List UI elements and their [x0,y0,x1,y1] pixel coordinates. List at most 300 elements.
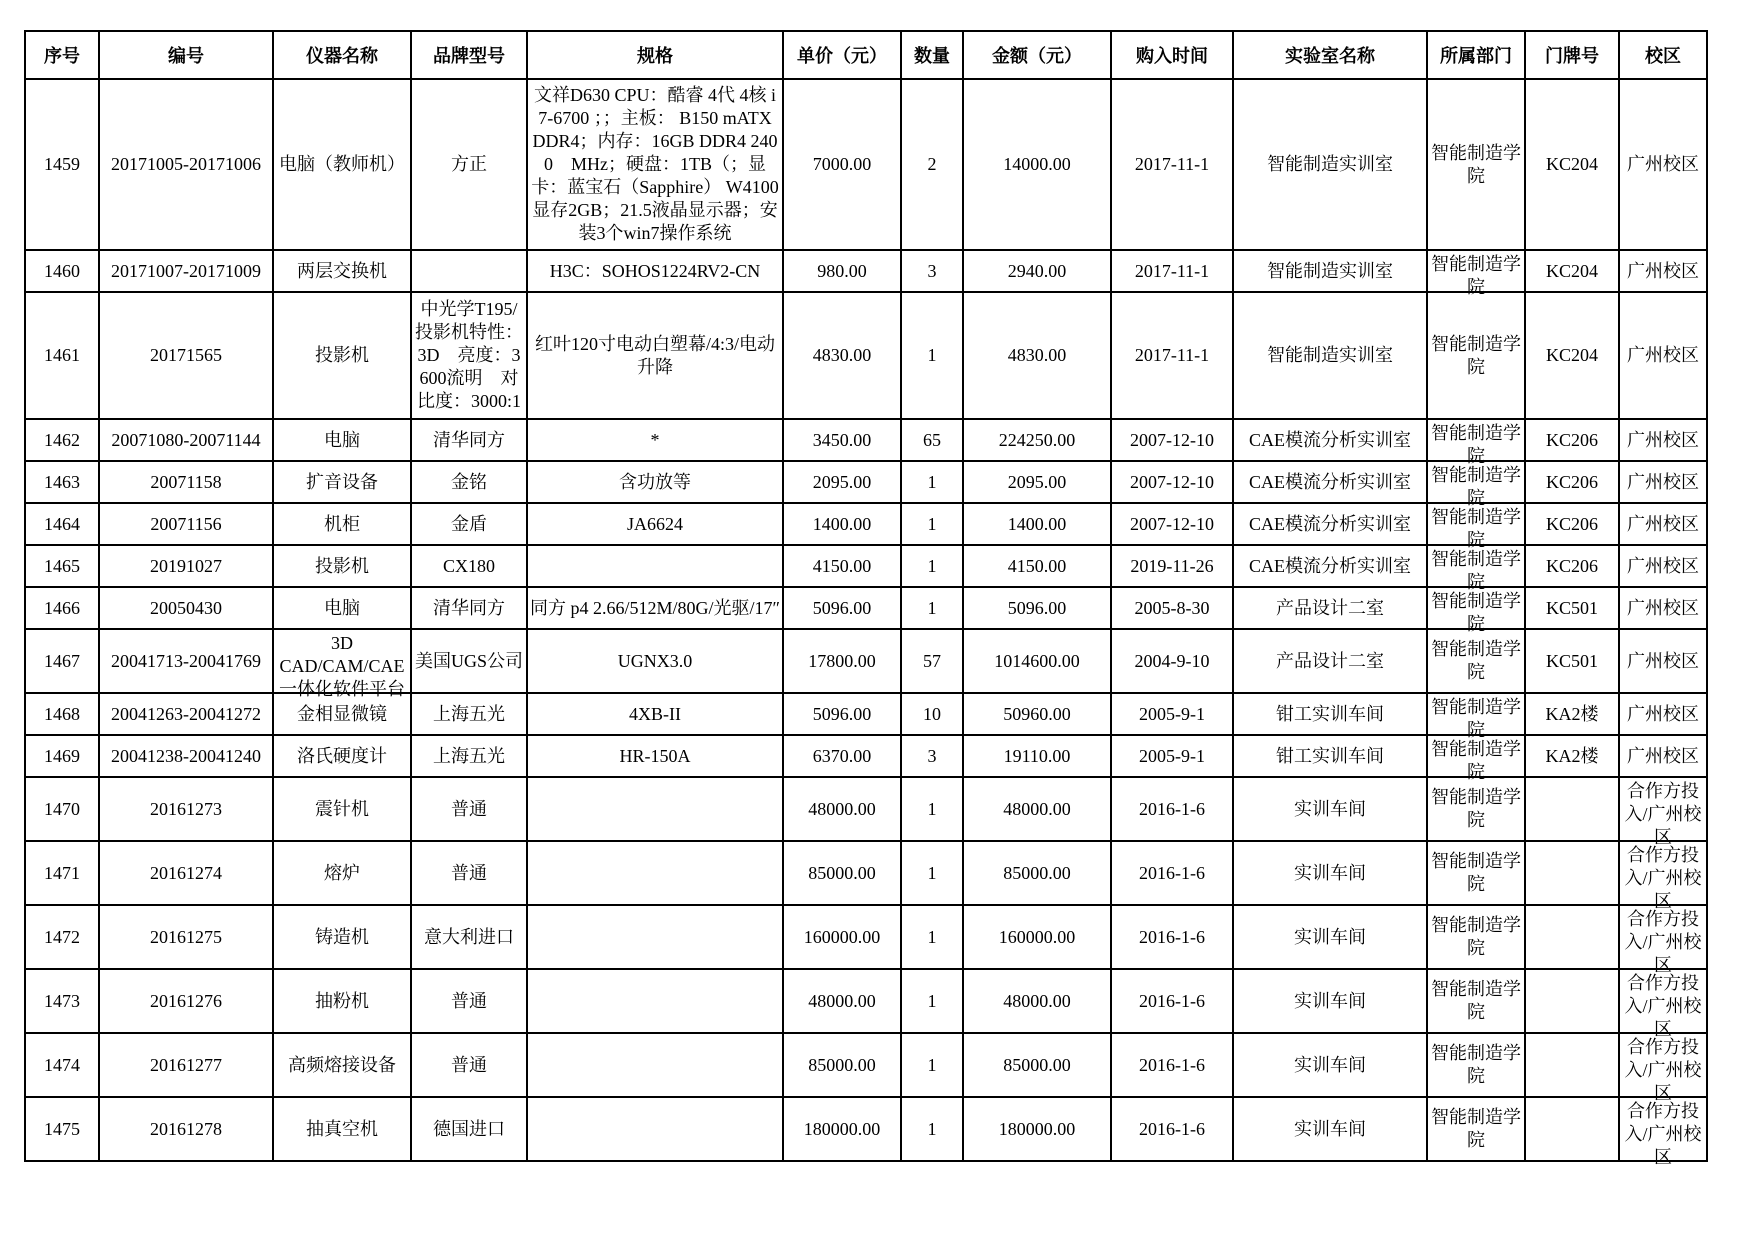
cell-name [273,905,411,969]
cell-room [1525,629,1619,693]
cell-room [1525,777,1619,841]
cell-campus [1619,693,1707,735]
table-row [25,777,1707,841]
cell-price [783,735,901,777]
cell-campus [1619,419,1707,461]
cell-code [99,545,273,587]
campus-text: 广州校区 [1627,650,1699,671]
cell-qty [901,461,963,503]
cell-date [1111,969,1233,1033]
dept-text: 智能制造学院 [1431,142,1521,186]
cell-spec [527,587,783,629]
cell-dept [1427,969,1525,1033]
lab-text: CAE模流分析实训室 [1249,513,1411,534]
table-row [25,1033,1707,1097]
cell-date [1111,841,1233,905]
cell-spec [527,1097,783,1161]
price-text: 160000.00 [803,926,881,947]
qty-text: 3 [927,260,937,281]
qty-text: 1 [927,1118,937,1139]
date-text: 2016-1-6 [1139,862,1205,883]
cell-lab [1233,292,1427,419]
cell-date [1111,1033,1233,1097]
name-text: 两层交换机 [297,260,387,281]
seq-text: 1464 [44,513,80,534]
cell-name [273,503,411,545]
cell-seq [25,841,99,905]
cell-spec [527,461,783,503]
cell-amount [963,419,1111,461]
cell-dept [1427,1097,1525,1161]
cell-dept [1427,79,1525,250]
cell-name [273,1097,411,1161]
cell-seq [25,292,99,419]
price-text: 48000.00 [808,798,876,819]
table-body [25,79,1707,1167]
cell-brand [411,292,527,419]
cell-price [783,905,901,969]
cell-amount [963,250,1111,292]
dept-text: 智能制造学院 [1431,1107,1521,1150]
dept-text: 智能制造学院 [1431,739,1521,782]
cell-dept [1427,503,1525,550]
cell-amount [963,292,1111,419]
cell-code [99,1033,273,1097]
cell-code [99,1097,273,1161]
brand-text: 清华同方 [433,597,505,618]
brand-text: 中光学T195/投影机特性：3D 亮度：3600流明 对比度：3000:1 [415,299,523,411]
cell-code [99,841,273,905]
cell-date [1111,461,1233,503]
cell-code [99,735,273,777]
cell-code [99,250,273,292]
cell-spec [527,79,797,250]
code-text: 20071156 [150,513,222,534]
code-text: 20171007-20171009 [111,260,261,281]
campus-text: 合作方投入/广州校区 [1624,781,1702,847]
spec-text: 文祥D630 CPU：酷睿 4代 4核 i7-6700 ；；主板： B150 mATX DDR4；内存：16GB DDR4 2400 MHz；硬盘：1TB（；显卡：蓝宝石（Sapphire） W4100 显存2GB；21.5液晶显示器；安装3个win7操作系统 [531,85,797,243]
seq-text: 1465 [44,555,80,576]
brand-text: 方正 [451,154,487,174]
cell-seq [25,1033,99,1097]
cell-qty [901,545,963,587]
header-room: 门牌号 [1525,31,1619,79]
table-row [25,629,1707,693]
cell-spec [527,969,783,1033]
qty-text: 1 [927,597,937,618]
spec-text: HR-150A [619,745,691,766]
cell-spec [527,693,783,735]
table-row [25,693,1707,735]
date-text: 2005-9-1 [1139,703,1205,724]
cell-price [783,841,901,905]
cell-dept [1427,292,1525,419]
cell-date [1111,735,1233,777]
qty-text: 65 [923,429,941,450]
amount-text: 85000.00 [1003,1054,1071,1075]
cell-price [783,969,901,1033]
cell-campus [1619,503,1707,545]
room-text: KC501 [1545,650,1598,671]
name-text: 投影机 [315,345,369,365]
cell-lab [1233,905,1427,969]
cell-dept [1427,735,1525,782]
amount-text: 4830.00 [1007,345,1067,365]
code-text: 20041263-20041272 [111,703,261,724]
amount-text: 224250.00 [998,429,1076,450]
date-text: 2017-11-1 [1134,154,1210,174]
qty-text: 1 [927,471,937,492]
table-row [25,969,1707,1033]
qty-text: 3 [927,745,937,766]
cell-date [1111,503,1233,545]
cell-lab [1233,969,1427,1033]
dept-text: 智能制造学院 [1431,254,1521,297]
price-text: 5096.00 [812,597,872,618]
cell-name [273,1033,411,1097]
cell-campus [1619,545,1707,587]
price-text: 4150.00 [812,555,872,576]
dept-text: 智能制造学院 [1431,549,1521,592]
cell-brand [411,735,527,777]
cell-lab [1233,777,1427,841]
name-text: 高频熔接设备 [288,1054,396,1075]
brand-text: 金盾 [451,513,487,534]
spec-text: H3C：SOHOS1224RV2-CN [549,260,761,281]
cell-spec [527,1033,783,1097]
cell-brand [411,79,527,250]
price-text: 48000.00 [808,990,876,1011]
cell-campus [1619,841,1707,911]
lab-text: 实训车间 [1294,926,1366,947]
code-text: 20041238-20041240 [111,745,261,766]
cell-seq [25,629,99,693]
cell-room [1525,79,1619,250]
header-brand: 品牌型号 [411,31,527,79]
cell-seq [25,735,99,777]
price-text: 3450.00 [812,429,872,450]
amount-text: 1014600.00 [994,650,1080,671]
cell-seq [25,693,99,735]
qty-text: 1 [927,990,937,1011]
cell-lab [1233,79,1427,250]
cell-room [1525,587,1619,629]
cell-campus [1619,1097,1707,1167]
table-row [25,419,1707,461]
cell-lab [1233,735,1427,777]
header-qty: 数量 [901,31,963,79]
cell-room [1525,969,1619,1033]
cell-spec [527,419,783,461]
cell-code [99,629,273,693]
table-row [25,250,1707,292]
amount-text: 14000.00 [1003,154,1071,174]
seq-text: 1472 [44,926,80,947]
dept-text: 智能制造学院 [1431,979,1521,1022]
date-text: 2016-1-6 [1139,990,1205,1011]
table-row [25,545,1707,587]
cell-price [783,1033,901,1097]
cell-brand [411,503,527,545]
cell-campus [1619,461,1707,503]
cell-spec [527,250,783,292]
cell-lab [1233,1097,1427,1161]
code-text: 20171565 [150,345,222,365]
spec-text: JA6624 [626,513,683,534]
header-date: 购入时间 [1111,31,1233,79]
cell-room [1525,905,1619,969]
code-text: 20161274 [150,862,222,883]
code-text: 20161275 [150,926,222,947]
header-price: 单价（元） [783,31,901,79]
cell-qty [901,841,963,905]
seq-text: 1474 [44,1054,80,1075]
price-text: 180000.00 [803,1118,881,1139]
cell-code [99,461,273,503]
date-text: 2005-8-30 [1134,597,1210,618]
price-text: 2095.00 [812,471,872,492]
lab-text: 智能制造实训室 [1267,260,1393,281]
cell-qty [901,905,963,969]
code-text: 20191027 [150,555,222,576]
cell-amount [963,1097,1111,1161]
spec-text: 同方 p4 2.66/512M/80G/光驱/17″ [530,597,781,618]
name-text: 金相显微镜 [297,703,387,724]
cell-lab [1233,250,1427,292]
inventory-sheet [24,30,1708,1167]
date-text: 2017-11-1 [1134,345,1210,365]
cell-qty [901,503,963,545]
amount-text: 50960.00 [1003,703,1071,724]
qty-text: 1 [927,862,937,883]
name-text: 电脑 [324,597,360,618]
lab-text: 实训车间 [1294,1118,1366,1139]
cell-brand [411,969,527,1033]
cell-dept [1427,587,1525,634]
date-text: 2016-1-6 [1139,1118,1205,1139]
cell-room [1525,292,1619,419]
cell-brand [411,587,527,629]
cell-price [783,629,901,693]
price-text: 7000.00 [812,154,872,174]
cell-amount [963,841,1111,905]
cell-room [1525,503,1619,545]
amount-text: 180000.00 [998,1118,1076,1139]
date-text: 2004-9-10 [1134,650,1210,671]
room-text: KC206 [1545,555,1598,576]
price-text: 1400.00 [812,513,872,534]
header-seq: 序号 [25,31,99,79]
amount-text: 1400.00 [1007,513,1067,534]
seq-text: 1461 [44,345,80,365]
code-text: 20050430 [150,597,222,618]
cell-qty [901,292,963,419]
dept-text: 智能制造学院 [1431,333,1521,377]
name-text: 投影机 [315,555,369,576]
cell-price [783,419,901,461]
campus-text: 广州校区 [1627,154,1699,174]
cell-spec [527,777,783,841]
lab-text: CAE模流分析实训室 [1249,555,1411,576]
seq-text: 1470 [44,798,80,819]
campus-text: 合作方投入/广州校区 [1624,1037,1702,1103]
lab-text: 钳工实训车间 [1276,745,1384,766]
cell-amount [963,587,1111,629]
seq-text: 1466 [44,597,80,618]
table-row [25,735,1707,777]
cell-room [1525,419,1619,461]
campus-text: 广州校区 [1627,597,1699,618]
qty-text: 1 [927,1054,937,1075]
lab-text: 实训车间 [1294,1054,1366,1075]
cell-qty [901,629,963,693]
code-text: 20071158 [150,471,222,492]
dept-text: 智能制造学院 [1431,697,1521,740]
table-row [25,292,1707,419]
header-code: 编号 [99,31,273,79]
qty-text: 2 [927,154,937,174]
cell-price [783,545,901,587]
qty-text: 1 [927,926,937,947]
cell-lab [1233,629,1427,693]
brand-text: 普通 [451,1054,487,1075]
price-text: 5096.00 [812,703,872,724]
cell-seq [25,969,99,1033]
date-text: 2016-1-6 [1139,926,1205,947]
cell-dept [1427,1033,1525,1097]
cell-room [1525,693,1619,735]
campus-text: 合作方投入/广州校区 [1624,845,1702,911]
cell-campus [1619,905,1707,975]
cell-dept [1427,629,1525,693]
code-text: 20071080-20071144 [111,429,261,450]
name-text: 扩音设备 [306,471,378,492]
cell-dept [1427,545,1525,592]
cell-seq [25,587,99,629]
cell-campus [1619,1033,1707,1103]
seq-text: 1460 [44,260,80,281]
cell-dept [1427,777,1525,841]
cell-amount [963,1033,1111,1097]
cell-qty [901,587,963,629]
cell-qty [901,777,963,841]
date-text: 2007-12-10 [1130,513,1214,534]
date-text: 2007-12-10 [1130,429,1214,450]
cell-campus [1619,79,1707,250]
spec-text: 红叶120寸电动白塑幕/4:3/电动升降 [534,333,775,377]
cell-spec [527,905,783,969]
amount-text: 160000.00 [998,926,1076,947]
cell-brand [411,629,527,693]
table-row [25,79,1707,250]
cell-code [99,587,273,629]
cell-amount [963,969,1111,1033]
cell-brand [411,250,527,292]
brand-text: 普通 [451,862,487,883]
room-text: KC206 [1545,471,1598,492]
seq-text: 1469 [44,745,80,766]
spec-text: UGNX3.0 [617,650,693,671]
name-text: 电脑（教师机） [279,154,405,174]
dept-text: 智能制造学院 [1431,423,1521,466]
date-text: 2016-1-6 [1139,798,1205,819]
cell-room [1525,735,1619,777]
amount-text: 5096.00 [1007,597,1067,618]
cell-seq [25,250,99,292]
cell-price [783,1097,901,1161]
cell-amount [963,503,1111,545]
amount-text: 4150.00 [1007,555,1067,576]
dept-text: 智能制造学院 [1431,591,1521,634]
cell-dept [1427,905,1525,969]
name-text: 抽真空机 [306,1118,378,1139]
cell-room [1525,1033,1619,1097]
lab-text: 智能制造实训室 [1267,345,1393,365]
brand-text: 普通 [451,798,487,819]
amount-text: 2095.00 [1007,471,1067,492]
brand-text: 德国进口 [433,1118,505,1139]
campus-text: 广州校区 [1627,471,1699,492]
cell-seq [25,545,99,587]
date-text: 2019-11-26 [1130,555,1214,576]
brand-text: 金铭 [451,471,487,492]
seq-text: 1475 [44,1118,80,1139]
cell-date [1111,292,1233,419]
cell-campus [1619,292,1707,419]
cell-room [1525,250,1619,292]
date-text: 2007-12-10 [1130,471,1214,492]
room-text: KC204 [1545,260,1598,281]
cell-amount [963,905,1111,969]
cell-seq [25,905,99,969]
amount-text: 19110.00 [1003,745,1071,766]
name-text: 机柜 [324,513,360,534]
cell-brand [411,1033,527,1097]
campus-text: 广州校区 [1627,703,1699,724]
cell-name [273,250,411,292]
lab-text: 产品设计二室 [1276,597,1384,618]
dept-text: 智能制造学院 [1431,1043,1521,1086]
table-row [25,587,1707,629]
cell-price [783,79,901,250]
cell-brand [411,419,527,461]
cell-lab [1233,841,1427,905]
cell-price [783,292,901,419]
header-campus: 校区 [1619,31,1707,79]
cell-lab [1233,461,1427,503]
cell-lab [1233,503,1427,545]
room-text: KC206 [1545,429,1598,450]
spec-text: 4XB-II [629,703,681,724]
amount-text: 48000.00 [1003,798,1071,819]
dept-text: 智能制造学院 [1431,639,1521,682]
cell-name [273,777,411,841]
cell-amount [963,79,1111,250]
code-text: 20161277 [150,1054,222,1075]
header-dept: 所属部门 [1427,31,1525,79]
cell-amount [963,735,1111,777]
room-text: KC204 [1545,154,1598,174]
cell-qty [901,693,963,735]
brand-text: 上海五光 [433,745,505,766]
cell-qty [901,735,963,777]
brand-text: 普通 [451,990,487,1011]
cell-brand [411,1097,527,1161]
seq-text: 1471 [44,862,80,883]
cell-date [1111,777,1233,841]
cell-lab [1233,1033,1427,1097]
cell-qty [901,969,963,1033]
